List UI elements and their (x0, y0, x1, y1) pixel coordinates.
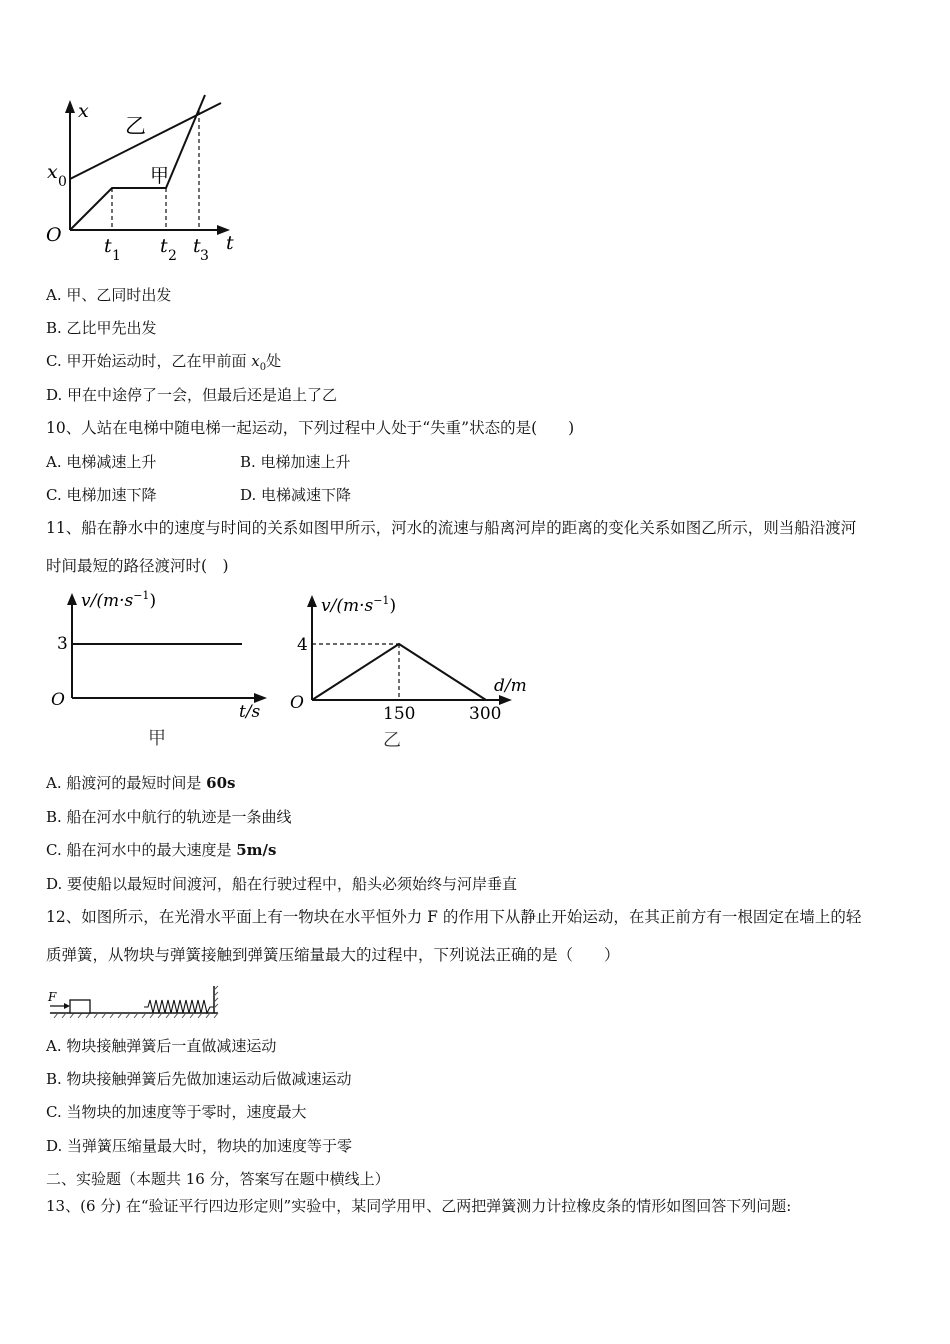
t2-label: t (160, 235, 168, 257)
yi-y-arrow (307, 595, 317, 607)
q10-option-a: A. 电梯减速上升 (46, 453, 157, 471)
xt-graph-figure (40, 95, 240, 275)
yi-caption: 乙 (383, 730, 401, 751)
yi-y-label (321, 594, 396, 616)
force-label: F (48, 990, 57, 1004)
q11-option-a-value: 60s (206, 774, 236, 792)
q13-stem: 13、(6 分) 在“验证平行四边形定则”实验中，某同学用甲、乙两把弹簧测力计拉橡皮条的情形如图回答下列问题: (46, 1197, 792, 1215)
q12-option-c: C. 当物块的加速度等于零时，速度最大 (46, 1103, 307, 1121)
q11-option-a-text: A. 船渡河的最短时间是 (46, 774, 207, 792)
q9-option-a: A. 甲、乙同时出发 (46, 286, 172, 304)
spring (144, 1000, 214, 1013)
x-axis-arrow (65, 100, 75, 113)
jia-origin: O (51, 690, 65, 710)
jia-y-label (81, 589, 156, 611)
q9-option-b: B. 乙比甲先出发 (46, 319, 157, 337)
graph-yi-figure (285, 590, 525, 760)
yi-x-label-text: d/m (494, 676, 527, 696)
x0-subscript: 0 (58, 174, 67, 190)
origin-label: O (46, 224, 62, 246)
x0-label: x (47, 161, 58, 183)
t1-subscript: 1 (112, 248, 121, 264)
q10-option-c: C. 电梯加速下降 (46, 486, 157, 504)
q11-stem-line2: 时间最短的路径渡河时( ) (46, 557, 229, 575)
q12-option-b: B. 物块接触弹簧后先做加速运动后做减速运动 (46, 1070, 352, 1088)
q10-option-b: B. 电梯加速上升 (240, 453, 351, 471)
jia-caption: 甲 (148, 728, 166, 749)
block (70, 1000, 90, 1013)
t2-subscript: 2 (168, 248, 177, 264)
yi-origin: O (290, 693, 304, 713)
label-yi: 乙 (125, 114, 146, 138)
jia-tick-3: 3 (57, 634, 68, 654)
yi-y-label-close: ) (389, 596, 397, 616)
q9-option-c-post: 处 (266, 352, 282, 370)
q10-stem: 10、人站在电梯中随电梯一起运动，下列过程中人处于“失重”状态的是( ) (46, 419, 575, 437)
t3-label: t (193, 235, 201, 257)
q9-option-c-sub: 0 (259, 362, 267, 373)
t1-label: t (104, 235, 112, 257)
yi-y-label-exp: −1 (373, 594, 390, 607)
q12-option-a: A. 物块接触弹簧后一直做减速运动 (46, 1037, 277, 1055)
q9-option-d: D. 甲在中途停了一会，但最后还是追上了乙 (46, 386, 338, 404)
spring-block-figure (46, 984, 226, 1024)
yi-tick-300: 300 (469, 704, 502, 724)
jia-y-label-text: v/(m·s (81, 591, 134, 611)
q9-option-c (46, 351, 281, 378)
yi-x-label (494, 676, 527, 696)
jia-x-label: t/s (239, 702, 261, 722)
q11-option-b: B. 船在河水中航行的轨迹是一条曲线 (46, 808, 292, 826)
q11-option-c-text: C. 船在河水中的最大速度是 (46, 841, 237, 859)
jia-y-label-exp: −1 (133, 589, 150, 602)
q12-option-d: D. 当弹簧压缩量最大时，物块的加速度等于零 (46, 1137, 353, 1155)
yi-tick-150: 150 (383, 704, 416, 724)
x-axis-label: x (78, 100, 89, 122)
q9-option-c-var: x (251, 352, 260, 370)
q12-stem-line2: 质弹簧，从物块与弹簧接触到弹簧压缩量最大的过程中，下列说法正确的是（ ） (46, 946, 620, 964)
t3-subscript: 3 (200, 248, 209, 264)
section-2-heading: 二、实验题（本题共 16 分，答案写在题中横线上） (46, 1170, 390, 1188)
q12-stem-line1: 12、如图所示，在光滑水平面上有一物块在水平恒外力 F 的作用下从静止开始运动，在其正前方有一根固定在墙上的轻 (46, 908, 862, 926)
jia-y-arrow (67, 593, 77, 605)
t-axis-label: t (226, 232, 234, 254)
q11-option-a (46, 773, 235, 793)
force-arrowhead (64, 1003, 70, 1009)
jia-y-label-close: ) (149, 591, 157, 611)
graph-jia-figure (45, 588, 275, 748)
label-jia: 甲 (150, 165, 170, 187)
q10-row-1 (46, 452, 351, 472)
yi-tick-4: 4 (297, 635, 308, 655)
q11-option-c (46, 840, 276, 860)
q9-option-c-text: C. 甲开始运动时，乙在甲前面 (46, 352, 252, 370)
q11-option-c-value: 5m/s (236, 841, 277, 859)
yi-y-label-text: v/(m·s (321, 596, 374, 616)
q10-option-d: D. 电梯减速下降 (240, 486, 352, 504)
q11-option-d: D. 要使船以最短时间渡河，船在行驶过程中，船头必须始终与河岸垂直 (46, 875, 518, 893)
q11-stem-line1: 11、船在静水中的速度与时间的关系如图甲所示，河水的流速与船离河岸的距离的变化关系如图乙所示，则当船沿渡河 (46, 519, 857, 537)
q10-row-2 (46, 485, 352, 505)
